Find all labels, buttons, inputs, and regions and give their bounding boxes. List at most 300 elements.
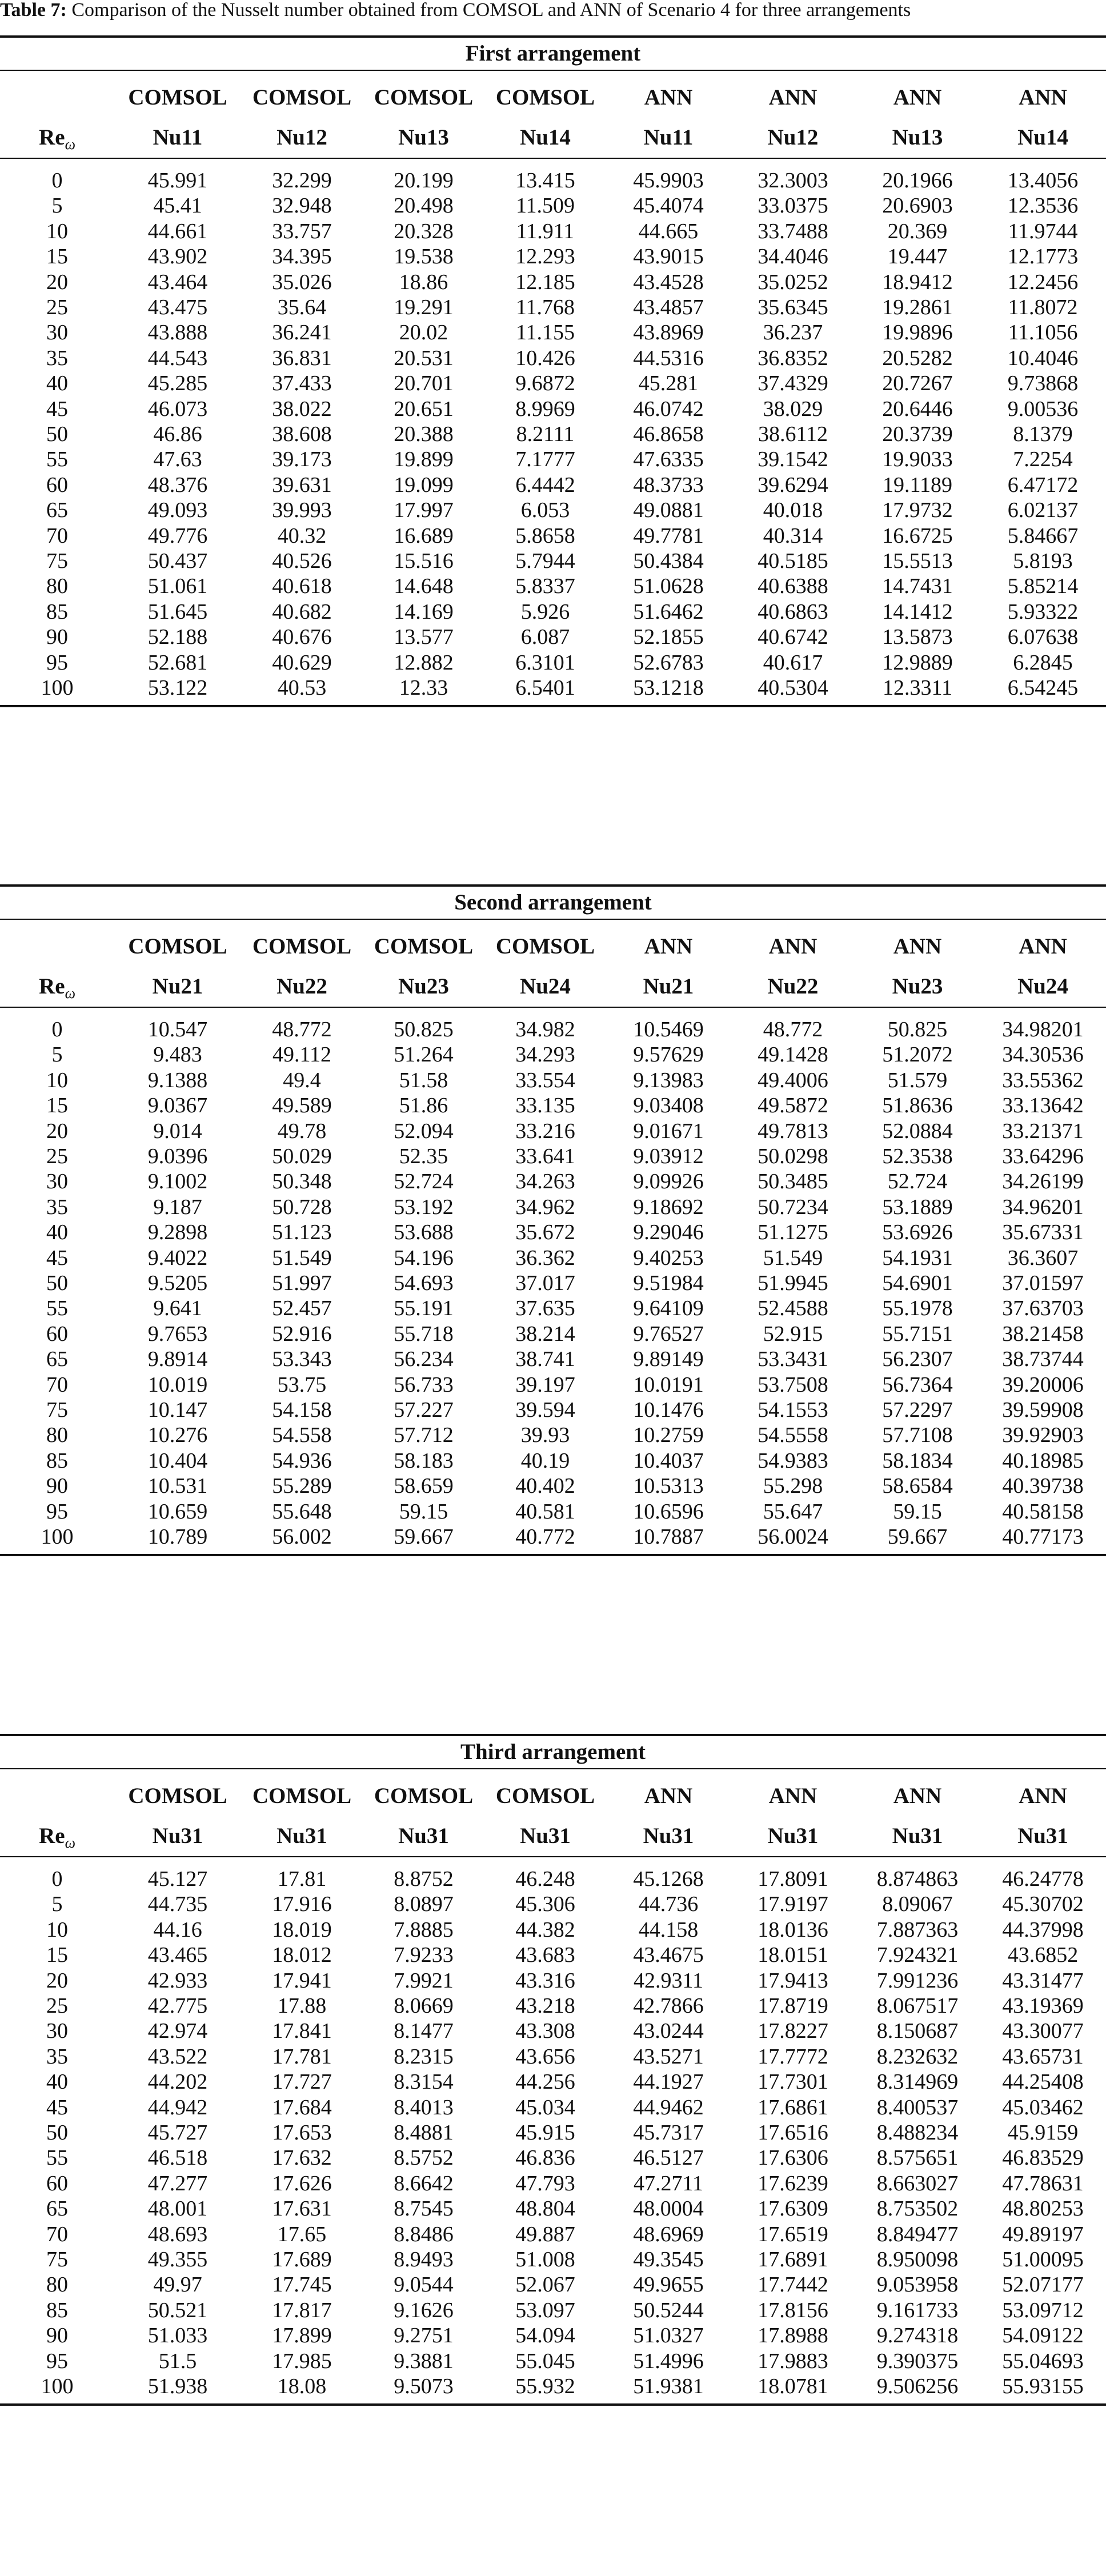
table-cell: 32.299 <box>272 169 332 193</box>
table-cell: 9.274318 <box>876 2323 959 2348</box>
reynolds-cell: 25 <box>46 295 68 319</box>
table-cell: 51.0327 <box>633 2323 704 2348</box>
table-cell: 17.6861 <box>758 2095 828 2120</box>
table-cell: 34.26199 <box>1002 1169 1084 1194</box>
section-title: Third arrangement <box>460 1740 646 1764</box>
table-cell: 39.197 <box>515 1372 575 1397</box>
table-cell: 10.547 <box>147 1017 208 1041</box>
table-cell: 43.31477 <box>1002 1968 1084 1993</box>
table-cell: 39.993 <box>272 498 332 523</box>
table-cell: 48.0004 <box>633 2197 704 2221</box>
table-cell: 54.1931 <box>882 1245 953 1270</box>
table-cell: 11.8072 <box>1008 295 1078 319</box>
table-cell: 10.147 <box>147 1398 208 1422</box>
table-cell: 7.924321 <box>876 1943 959 1968</box>
table-row <box>0 1144 1106 1169</box>
table-cell: 34.395 <box>272 245 332 269</box>
table-cell: 12.33 <box>399 676 448 700</box>
caption-label: Table 7: <box>0 0 67 21</box>
table-cell: 45.727 <box>147 2121 208 2145</box>
table-cell: 20.02 <box>399 321 448 345</box>
table-cell: 47.277 <box>147 2171 208 2196</box>
table-cell: 9.8914 <box>147 1347 208 1372</box>
section-bottom-rule <box>0 705 1106 707</box>
table-cell: 52.3538 <box>882 1144 953 1168</box>
method-header: COMSOL <box>374 934 474 959</box>
table-cell: 51.549 <box>763 1245 823 1270</box>
table-cell: 43.9015 <box>633 245 704 269</box>
table-cell: 57.227 <box>394 1398 454 1422</box>
table-cell: 49.97 <box>153 2273 202 2297</box>
table-cell: 55.647 <box>763 1499 823 1524</box>
variable-header: Nu24 <box>1017 974 1068 999</box>
table-cell: 20.199 <box>394 169 454 193</box>
table-cell: 50.7234 <box>758 1195 828 1219</box>
reynolds-cell: 70 <box>46 1372 68 1397</box>
table-cell: 13.5873 <box>882 625 953 650</box>
table-cell: 58.6584 <box>882 1474 953 1499</box>
table-cell: 49.355 <box>147 2248 208 2271</box>
table-cell: 17.6309 <box>758 2197 828 2221</box>
table-cell: 52.188 <box>147 625 208 650</box>
table-cell: 43.4675 <box>633 1943 704 1968</box>
table-cell: 48.80253 <box>1002 2197 1084 2221</box>
table-row <box>0 1866 1106 1892</box>
reynolds-cell: 30 <box>46 321 68 345</box>
reynolds-cell: 15 <box>46 1093 68 1118</box>
method-header: COMSOL <box>128 85 227 110</box>
table-cell: 54.196 <box>394 1245 454 1270</box>
table-cell: 40.58158 <box>1002 1499 1084 1524</box>
table-cell: 9.1002 <box>147 1169 208 1194</box>
table-cell: 10.5469 <box>633 1017 704 1041</box>
table-cell: 6.47172 <box>1007 472 1079 497</box>
reynolds-cell: 70 <box>46 523 68 548</box>
table-cell: 47.2711 <box>633 2171 704 2196</box>
table-cell: 38.741 <box>515 1347 575 1372</box>
table-cell: 13.577 <box>394 625 454 650</box>
table-cell: 45.915 <box>515 2121 575 2145</box>
variable-header-row <box>0 123 1106 152</box>
table-row <box>0 1119 1106 1144</box>
table-row <box>0 574 1106 599</box>
table-row <box>0 498 1106 523</box>
table-cell: 51.264 <box>394 1043 454 1067</box>
table-row <box>0 1397 1106 1423</box>
table-cell: 19.291 <box>394 295 454 319</box>
variable-header: Nu21 <box>643 974 694 999</box>
section-title-rule <box>0 919 1106 920</box>
table-cell: 37.01597 <box>1002 1271 1084 1295</box>
variable-header: Nu31 <box>643 1824 694 1848</box>
table-row <box>0 2272 1106 2297</box>
variable-header: Nu31 <box>767 1824 819 1848</box>
table-cell: 9.2751 <box>394 2323 454 2348</box>
method-header: COMSOL <box>495 1784 595 1808</box>
table-cell: 49.4 <box>283 1068 321 1092</box>
table-cell: 48.772 <box>763 1017 823 1041</box>
table-cell: 47.6335 <box>633 447 704 472</box>
table-cell: 35.6345 <box>758 295 828 319</box>
table-cell: 12.3536 <box>1007 194 1079 218</box>
table-cell: 52.1855 <box>633 625 704 650</box>
table-cell: 9.1626 <box>394 2298 454 2322</box>
table-cell: 44.661 <box>147 219 208 243</box>
table-cell: 40.617 <box>763 650 823 675</box>
table-cell: 17.7301 <box>758 2070 828 2094</box>
table-cell: 38.73744 <box>1002 1347 1084 1372</box>
table-cell: 6.5401 <box>515 676 575 700</box>
table-cell: 49.9655 <box>633 2273 704 2297</box>
table-cell: 19.099 <box>394 472 454 497</box>
method-header: ANN <box>1019 85 1067 110</box>
table-cell: 55.298 <box>763 1474 823 1499</box>
table-cell: 8.0669 <box>394 1994 454 2018</box>
table-cell: 17.9883 <box>758 2349 828 2373</box>
table-cell: 49.7781 <box>633 523 704 548</box>
table-cell: 9.89149 <box>633 1347 704 1372</box>
table-row <box>0 320 1106 345</box>
table-cell: 8.2111 <box>516 422 575 446</box>
table-cell: 51.0628 <box>633 574 704 599</box>
table-cell: 19.9896 <box>882 321 953 345</box>
table-row <box>0 1968 1106 1993</box>
reynolds-cell: 45 <box>46 396 68 421</box>
table-cell: 35.026 <box>272 270 332 294</box>
method-header-row <box>0 1782 1106 1810</box>
table-cell: 16.689 <box>394 523 454 548</box>
table-cell: 8.663027 <box>876 2171 959 2196</box>
variable-header: Nu31 <box>520 1824 571 1848</box>
reynolds-cell: 40 <box>46 371 68 396</box>
table-cell: 48.693 <box>147 2222 208 2246</box>
table-cell: 6.07638 <box>1007 625 1079 650</box>
table-cell: 34.96201 <box>1002 1195 1084 1219</box>
table-cell: 11.1056 <box>1008 321 1078 345</box>
table-cell: 40.526 <box>272 549 332 573</box>
table-row <box>0 2374 1106 2399</box>
reynolds-cell: 75 <box>46 549 68 573</box>
table-cell: 5.8658 <box>515 523 575 548</box>
table-cell: 44.382 <box>515 1917 575 1942</box>
table-cell: 9.053958 <box>876 2273 959 2297</box>
table-cell: 54.158 <box>272 1398 332 1422</box>
reynolds-subscript: ω <box>65 985 75 1001</box>
table-cell: 51.061 <box>147 574 208 599</box>
reynolds-cell: 0 <box>51 1017 63 1041</box>
variable-header: Nu23 <box>892 974 943 999</box>
table-row <box>0 219 1106 244</box>
table-cell: 46.836 <box>515 2146 575 2170</box>
table-cell: 9.0367 <box>147 1093 208 1118</box>
table-cell: 6.4442 <box>515 472 575 497</box>
table-cell: 10.1476 <box>633 1398 704 1422</box>
table-row <box>0 2145 1106 2170</box>
table-cell: 20.328 <box>394 219 454 243</box>
reynolds-label: Re <box>39 1824 65 1848</box>
table-cell: 52.4588 <box>758 1296 828 1321</box>
table-cell: 32.3003 <box>758 169 828 193</box>
table-cell: 51.579 <box>887 1068 948 1092</box>
table-cell: 40.6863 <box>758 599 828 624</box>
reynolds-cell: 55 <box>46 1296 68 1321</box>
table-cell: 51.4996 <box>633 2349 704 2373</box>
table-row <box>0 422 1106 447</box>
table-row <box>0 295 1106 320</box>
variable-header: Nu24 <box>520 974 571 999</box>
table-cell: 17.7772 <box>758 2044 828 2069</box>
table-cell: 20.651 <box>394 396 454 421</box>
table-cell: 9.6872 <box>515 371 575 396</box>
table-cell: 52.35 <box>399 1144 448 1168</box>
table-cell: 59.15 <box>893 1499 942 1524</box>
table-cell: 55.191 <box>394 1296 454 1321</box>
reynolds-cell: 50 <box>46 1271 68 1295</box>
table-cell: 55.289 <box>272 1474 332 1499</box>
table-cell: 8.4013 <box>394 2095 454 2120</box>
table-cell: 55.93155 <box>1002 2374 1084 2398</box>
reynolds-cell: 50 <box>46 2121 68 2145</box>
table-cell: 45.306 <box>515 1892 575 1917</box>
table-cell: 45.41 <box>153 194 202 218</box>
table-cell: 38.022 <box>272 396 332 421</box>
table-cell: 45.4074 <box>633 194 704 218</box>
table-cell: 40.314 <box>763 523 823 548</box>
variable-header: Nu31 <box>892 1824 943 1848</box>
reynolds-cell: 45 <box>46 1245 68 1270</box>
table-cell: 5.93322 <box>1007 599 1079 624</box>
table-cell: 36.241 <box>272 321 332 345</box>
table-cell: 40.6388 <box>758 574 828 599</box>
table-cell: 34.4046 <box>758 245 828 269</box>
table-cell: 20.369 <box>887 219 948 243</box>
table-cell: 45.30702 <box>1002 1892 1084 1917</box>
variable-header-row <box>0 1822 1106 1850</box>
table-cell: 17.8156 <box>758 2298 828 2322</box>
section-top-rule <box>0 884 1106 887</box>
table-row <box>0 2069 1106 2094</box>
table-cell: 18.0781 <box>758 2374 828 2398</box>
table-row <box>0 270 1106 295</box>
table-cell: 45.281 <box>638 371 699 396</box>
table-cell: 8.0897 <box>394 1892 454 1917</box>
table-cell: 9.73868 <box>1007 371 1079 396</box>
table-cell: 5.8337 <box>515 574 575 599</box>
table-cell: 15.516 <box>394 549 454 573</box>
table-cell: 17.817 <box>272 2298 332 2322</box>
table-cell: 38.21458 <box>1002 1321 1084 1346</box>
method-header: COMSOL <box>128 934 227 959</box>
table-cell: 9.390375 <box>876 2349 959 2373</box>
table-cell: 43.902 <box>147 245 208 269</box>
table-cell: 10.4046 <box>1007 346 1079 370</box>
table-cell: 19.447 <box>887 245 948 269</box>
table-cell: 45.991 <box>147 169 208 193</box>
table-cell: 19.1189 <box>882 472 953 497</box>
table-cell: 51.00095 <box>1002 2248 1084 2271</box>
table-cell: 48.001 <box>147 2197 208 2221</box>
table-cell: 52.0884 <box>882 1119 953 1143</box>
table-row <box>0 523 1106 548</box>
table-cell: 34.293 <box>515 1043 575 1067</box>
variable-header: Nu23 <box>398 974 449 999</box>
table-cell: 49.0881 <box>633 498 704 523</box>
table-cell: 58.1834 <box>882 1448 953 1473</box>
table-cell: 46.8658 <box>633 422 704 446</box>
reynolds-cell: 35 <box>46 346 68 370</box>
reynolds-cell: 0 <box>51 1867 63 1891</box>
table-cell: 40.018 <box>763 498 823 523</box>
table-cell: 12.293 <box>515 245 575 269</box>
table-cell: 20.6903 <box>882 194 953 218</box>
table-cell: 40.682 <box>272 599 332 624</box>
table-cell: 39.20006 <box>1002 1372 1084 1397</box>
table-cell: 11.768 <box>515 295 575 319</box>
table-cell: 51.938 <box>147 2374 208 2398</box>
table-cell: 43.464 <box>147 270 208 294</box>
table-cell: 33.55362 <box>1002 1068 1084 1092</box>
reynolds-cell: 100 <box>41 1525 74 1549</box>
table-cell: 44.735 <box>147 1892 208 1917</box>
table-cell: 51.9381 <box>633 2374 704 2398</box>
table-cell: 44.37998 <box>1002 1917 1084 1942</box>
table-cell: 50.3485 <box>758 1169 828 1194</box>
table-cell: 12.9889 <box>882 650 953 675</box>
table-cell: 49.112 <box>272 1043 332 1067</box>
table-cell: 17.631 <box>272 2197 332 2221</box>
table-cell: 49.887 <box>515 2222 575 2246</box>
table-cell: 8.1477 <box>394 2019 454 2044</box>
reynolds-cell: 10 <box>46 1917 68 1942</box>
table-cell: 42.775 <box>147 1994 208 2018</box>
table-cell: 17.727 <box>272 2070 332 2094</box>
table-cell: 8.874863 <box>876 1867 959 1891</box>
table-cell: 44.543 <box>147 346 208 370</box>
reynolds-cell: 65 <box>46 2197 68 2221</box>
table-cell: 36.237 <box>763 321 823 345</box>
variable-header: Nu21 <box>152 974 203 999</box>
section-title: First arrangement <box>465 41 641 66</box>
variable-header: Nu14 <box>1017 125 1068 150</box>
table-cell: 9.57629 <box>633 1043 704 1067</box>
table-cell: 52.094 <box>394 1119 454 1143</box>
table-row <box>0 1524 1106 1549</box>
table-cell: 53.688 <box>394 1220 454 1245</box>
table-cell: 45.127 <box>147 1867 208 1891</box>
table-row <box>0 244 1106 269</box>
table-cell: 17.689 <box>272 2248 332 2271</box>
table-cell: 52.915 <box>763 1321 823 1346</box>
method-header: ANN <box>1019 934 1067 959</box>
table-cell: 50.348 <box>272 1169 332 1194</box>
table-cell: 50.5244 <box>633 2298 704 2322</box>
table-cell: 53.3431 <box>758 1347 828 1372</box>
variable-header: Nu11 <box>153 125 203 150</box>
table-cell: 10.426 <box>515 346 575 370</box>
table-cell: 44.9462 <box>633 2095 704 2120</box>
table-cell: 12.1773 <box>1007 245 1079 269</box>
reynolds-cell: 90 <box>46 2323 68 2348</box>
table-cell: 35.672 <box>515 1220 575 1245</box>
method-header: ANN <box>644 934 693 959</box>
table-cell: 47.63 <box>153 447 202 472</box>
reynolds-cell: 80 <box>46 2273 68 2297</box>
table-cell: 58.183 <box>394 1448 454 1473</box>
table-cell: 49.3545 <box>633 2248 704 2271</box>
reynolds-cell: 70 <box>46 2222 68 2246</box>
method-header: ANN <box>768 934 818 959</box>
table-cell: 45.7317 <box>633 2121 704 2145</box>
table-row <box>0 1993 1106 2018</box>
caption-text: Comparison of the Nusselt number obtained from COMSOL and ANN of Scenario 4 for three arrangements <box>71 0 911 21</box>
table-cell: 18.08 <box>277 2374 327 2398</box>
table-cell: 55.1978 <box>882 1296 953 1321</box>
table-cell: 33.216 <box>515 1119 575 1143</box>
table-cell: 47.793 <box>515 2171 575 2196</box>
reynolds-cell: 85 <box>46 599 68 624</box>
table-cell: 56.234 <box>394 1347 454 1372</box>
table-cell: 33.0375 <box>758 194 828 218</box>
table-cell: 17.8719 <box>758 1994 828 2018</box>
table-cell: 40.53 <box>277 676 327 700</box>
table-cell: 17.899 <box>272 2323 332 2348</box>
table-cell: 50.521 <box>147 2298 208 2322</box>
table-cell: 45.03462 <box>1002 2095 1084 2120</box>
table-row <box>0 675 1106 700</box>
table-cell: 10.404 <box>147 1448 208 1473</box>
table-cell: 43.316 <box>515 1968 575 1993</box>
variable-header-row <box>0 972 1106 1001</box>
reynolds-cell: 80 <box>46 1423 68 1448</box>
table-cell: 51.008 <box>515 2248 575 2271</box>
table-cell: 44.1927 <box>633 2070 704 2094</box>
table-row <box>0 1271 1106 1296</box>
table-cell: 40.5185 <box>758 549 828 573</box>
reynolds-cell: 95 <box>46 1499 68 1524</box>
table-cell: 43.30077 <box>1002 2019 1084 2044</box>
table-cell: 10.019 <box>147 1372 208 1397</box>
table-cell: 51.5 <box>158 2349 197 2373</box>
table-cell: 18.0151 <box>758 1943 828 1968</box>
table-cell: 17.8091 <box>758 1867 828 1891</box>
reynolds-cell: 5 <box>51 1892 63 1917</box>
table-cell: 8.1379 <box>1013 422 1073 446</box>
table-cell: 9.2898 <box>147 1220 208 1245</box>
table-cell: 40.581 <box>515 1499 575 1524</box>
table-cell: 8.5752 <box>394 2146 454 2170</box>
table-cell: 18.019 <box>272 1917 332 1942</box>
table-cell: 37.63703 <box>1002 1296 1084 1321</box>
method-header: ANN <box>1019 1784 1067 1808</box>
table-cell: 14.7431 <box>882 574 953 599</box>
reynolds-cell: 85 <box>46 2298 68 2322</box>
table-cell: 40.6742 <box>758 625 828 650</box>
section-top-rule <box>0 1734 1106 1736</box>
reynolds-cell: 90 <box>46 1474 68 1499</box>
table-cell: 36.3607 <box>1007 1245 1079 1270</box>
table-cell: 6.54245 <box>1007 676 1079 700</box>
table-cell: 17.6516 <box>758 2121 828 2145</box>
table-row <box>0 2349 1106 2374</box>
table-cell: 18.0136 <box>758 1917 828 1942</box>
table-cell: 46.518 <box>147 2146 208 2170</box>
variable-header: Nu22 <box>767 974 819 999</box>
table-row <box>0 1892 1106 1917</box>
table-cell: 33.641 <box>515 1144 575 1168</box>
table-cell: 13.415 <box>515 169 575 193</box>
reynolds-cell: 100 <box>41 676 74 700</box>
table-cell: 49.589 <box>272 1093 332 1118</box>
